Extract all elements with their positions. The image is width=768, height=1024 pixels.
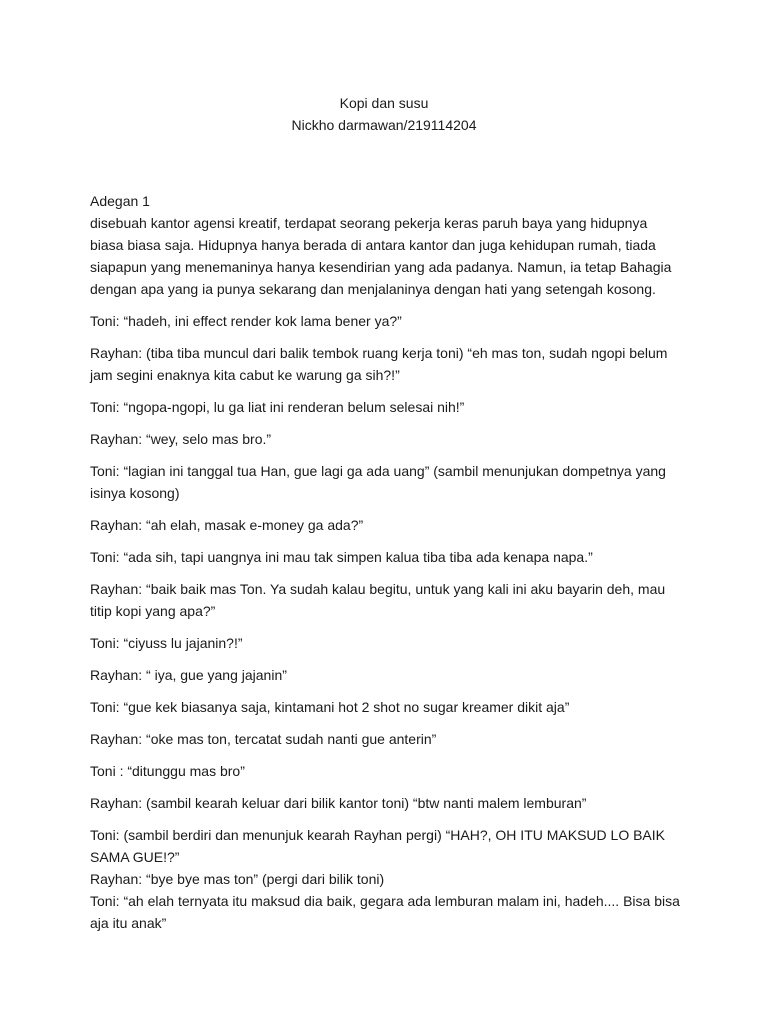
dialogue-line: Rayhan: “ iya, gue yang jajanin” — [90, 667, 287, 683]
dialogue-line: Rayhan: (sambil kearah keluar dari bilik kantor toni) “btw nanti malem lemburan” — [90, 795, 587, 811]
dialogue-line: Rayhan: “bye bye mas ton” (pergi dari bilik toni) — [90, 871, 385, 887]
dialogue-line: Toni : “ditunggu mas bro” — [90, 763, 245, 779]
dialogue-line: Toni: “lagian ini tanggal tua Han, gue lagi ga ada uang” (sambil menunjukan dompetnya yang isinya kosong) — [90, 463, 666, 501]
dialogue-line: Toni: “gue kek biasanya saja, kintamani hot 2 shot no sugar kreamer dikit aja” — [90, 699, 570, 715]
dialogue-line: Rayhan: “oke mas ton, tercatat sudah nanti gue anterin” — [90, 731, 437, 747]
dialogue-line: Toni: “ciyuss lu jajanin?!” — [90, 635, 243, 651]
dialogue-line: Toni: “ngopa-ngopi, lu ga liat ini renderan belum selesai nih!” — [90, 399, 465, 415]
dialogue-line: Toni: “ada sih, tapi uangnya ini mau tak simpen kalua tiba tiba ada kenapa napa.” — [90, 549, 593, 565]
paragraph: disebuah kantor agensi kreatif, terdapat seorang pekerja keras paruh baya yang hidupnya biasa biasa saja. Hidupnya hanya berada di antara kantor dan juga kehidupan rumah, tiada siapapun yang menemaninya hanya kesendirian yang ada padanya. Namun, ia tetap Bahagia dengan apa yang ia punya sekarang dan menjalaninya dengan hati yang setengah kosong. — [90, 215, 672, 297]
dialogue-line: Toni: “ah elah ternyata itu maksud dia baik, gegara ada lemburan malam ini, hadeh.... Bisa bisa aja itu anak” — [90, 893, 680, 931]
author-line: Nickho darmawan/219114204 — [291, 117, 477, 133]
document-title: Kopi dan susu — [339, 95, 429, 111]
dialogue-line: Rayhan: “wey, selo mas bro.” — [90, 431, 272, 447]
dialogue-line: Rayhan: (tiba tiba muncul dari balik tembok ruang kerja toni) “eh mas ton, sudah ngopi belum jam segini enaknya kita cabut ke warung ga sih?!” — [90, 345, 668, 383]
document-body — [90, 190, 680, 934]
title-block — [0, 92, 768, 136]
dialogue-line: Toni: (sambil berdiri dan menunjuk kearah Rayhan pergi) “HAH?, OH ITU MAKSUD LO BAIK SAMA GUE!?” — [90, 827, 665, 865]
dialogue-line: Rayhan: “ah elah, masak e-money ga ada?” — [90, 517, 364, 533]
scene-heading: Adegan 1 — [90, 193, 150, 209]
dialogue-line: Rayhan: “baik baik mas Ton. Ya sudah kalau begitu, untuk yang kali ini aku bayarin deh, mau titip kopi yang apa?” — [90, 581, 666, 619]
dialogue-line: Toni: “hadeh, ini effect render kok lama bener ya?” — [90, 313, 402, 329]
